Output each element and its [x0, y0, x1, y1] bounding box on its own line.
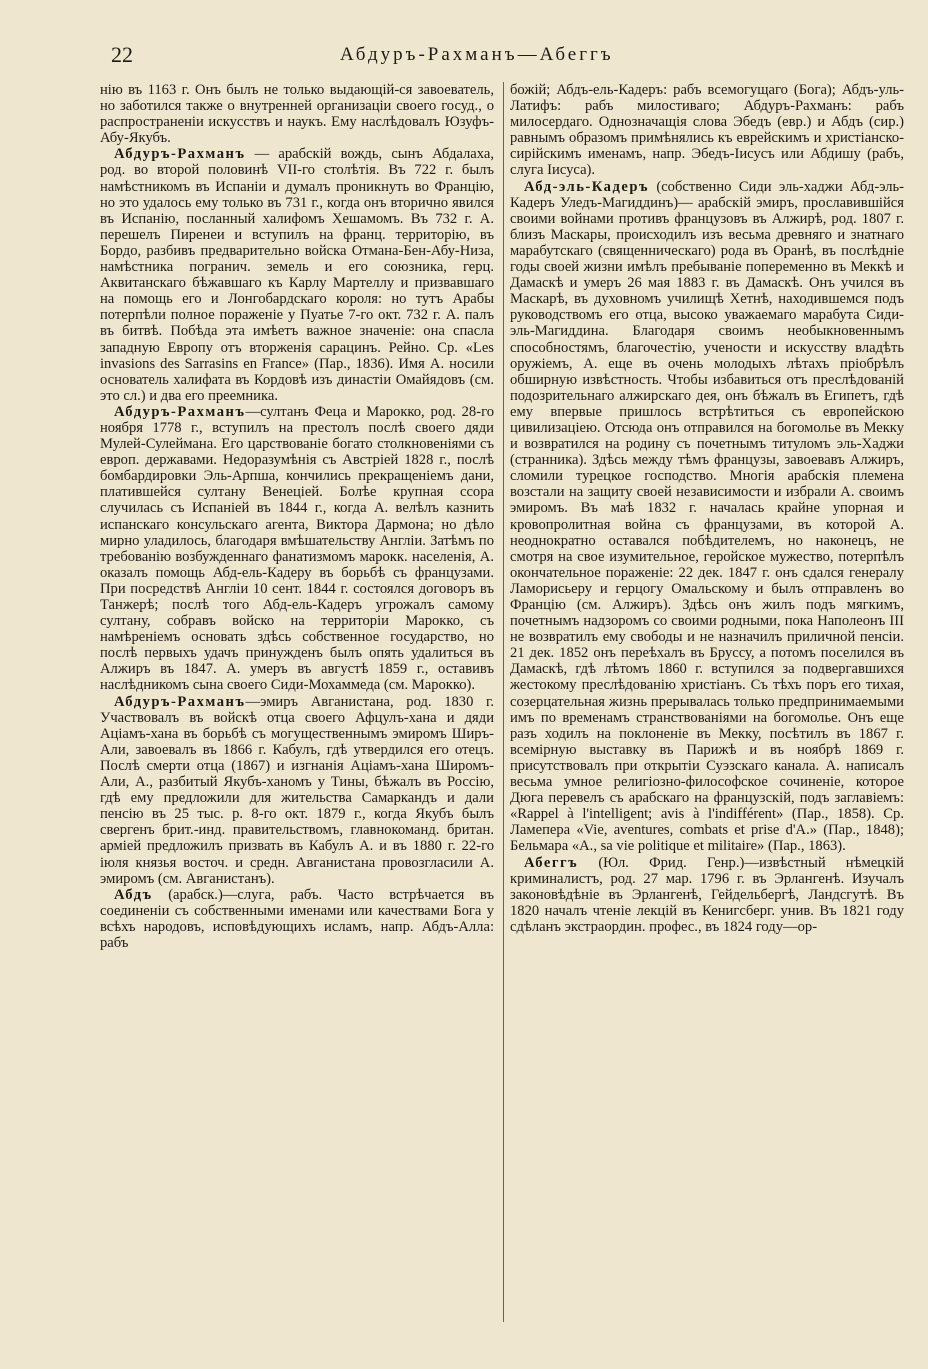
entry-headword: Абдуръ-Рахманъ	[114, 403, 246, 420]
right-column	[510, 82, 904, 935]
entry-abegg	[510, 855, 904, 935]
entry-text: (собственно Сиди эль-хаджи Абд-эль-Кадеръ Уледъ-Магиддинъ)— арабскій эмиръ, прославившійся своими войнами противъ французовъ въ Алжирѣ, род. 1807 г. близъ Маскары, происходилъ изъ весьма древняго и знатнаго марабутскаго (священническаго) рода въ Оранѣ, въ послѣдніе годы своей жизни имѣлъ пребываніе попеременно въ Меккѣ и Дамаскѣ и умеръ 26 мая 1883 г. въ Дамаскѣ. Онъ учился въ Маскарѣ, въ духовномъ училищѣ Хетнѣ, находившемся подъ руководствомъ его отца, высоко уважаемаго марабута Сиди-эль-Магиддина. Благодаря своимъ необыкновеннымъ способностямъ, благочестію, учености и искусству владѣть оружіемъ, А. еще въ очень молодыхъ лѣтахъ пріобрѣлъ обширную извѣстность. Чтобы избавиться отъ преслѣдованій подозрительнаго алжирскаго дея, онъ бѣжалъ въ Египетъ, гдѣ ему впервые пришлось встрѣтиться съ европейскою цивилизаціею. Отсюда онъ отправился на богомолье въ Мекку и возвратился на родину съ почетнымъ титуломъ эль-Хаджи (странника). Здѣсь между тѣмъ французы, завоевавъ Алжиръ, сломили турецкое господство. Многія арабскія племена возстали на защиту своей независимости и избрали А. своимъ эмиромъ. Въ маѣ 1832 г. началась крайне упорная и кровопролитная война съ французами, въ которой А. неоднократно оставался побѣдителемъ, но наконецъ, не смотря на свое изумительное, геройское мужество, потерпѣлъ окончательное пораженіе: 22 дек. 1847 г. онъ сдался генералу Ламорисьеру и герцогу Омальскому и былъ отправленъ во Францію (см. Алжиръ). Здѣсь онъ жилъ подъ мягкимъ, почетнымъ надзоромъ со своими родными, пока Наполеонъ III не возвратилъ ему свободы и не назначилъ приличной пенсіи. 21 дек. 1852 онъ переѣхалъ въ Бруссу, а потомъ поселился въ Дамаскѣ, гдѣ лѣтомъ 1860 г. вступился за подвергавшихся жестокому преслѣдованію христіанъ. Съ тѣхъ поръ его тихая, созерцательная жизнь прерывалась только предпринимаемыми имъ по временамъ странствованіями на богомолье. Онъ еще разъ ходилъ на поклоненіе въ Мекку, посѣтилъ въ 1867 г. всемірную выставку въ Парижѣ и въ ноябрѣ 1869 г. присутствовалъ при открытіи Суэзскаго канала. А. написалъ весьма умное религіозно-философское сочиненіе, которое Дюга перевелъ съ арабскаго на французскій, подъ заглавіемъ: «Rappel à l'intelligent; avis à l'indifférent» (Пар., 1858). Ср. Ламепера «Vie, aventures, combats et prise d'A.» (Пар., 1848); Бельмара «A., sa vie politique et militaire» (Пар., 1863).	[510, 178, 904, 855]
entry-text: — арабскій вождь, сынъ Абдалаха, род. во второй половинѣ VII-го столѣтія. Въ 722 г. былъ намѣстникомъ въ Испаніи и думалъ проникнуть во Францію, но это удалось ему только въ 731 г., когда онъ вторично явился въ Испанію, посланный халифомъ Хешамомъ. Въ 732 г. А. перешелъ Пиренеи и вступилъ на франц. территорію, въ Бордо, разбивъ предварительно войска Отмана-Бен-Абу-Низа, намѣстника погранич. земель и его союзника, герц. Аквитанскаго бѣжавшаго къ Карлу Мартеллу и призвавшаго на помощь его и Лонгобардскаго короля: но тутъ Арабы потерпѣли полное пораженіе у Пуатье 7-го окт. 732 г. А. палъ въ битвѣ. Побѣда эта имѣетъ важное значеніе: она спасла западную Европу отъ вторженія сарацинъ. Рейно. Ср. «Les invasions des Sarrasins en France» (Пар., 1836). Имя А. носили основатель халифата въ Кордовѣ изъ династіи Омайядовъ (см. это сл.) и два его преемника.	[100, 146, 494, 404]
entry-text: (арабск.)—слуга, рабъ. Часто встрѣчается въ соединеніи съ собственными именами или качествами Бога у всѣхъ народовъ, исповѣдующихъ исламъ, напр. Абдъ-Алла: рабъ	[100, 886, 494, 951]
entry-abdur-rahman-caliph	[100, 146, 494, 404]
continued-entry-text: божій; Абдъ-ель-Кадеръ: рабъ всемогущаго (Бога); Абдъ-уль-Латифъ: рабъ милостиваго; Абдуръ-Рахманъ: рабъ милосердаго. Однозначащія слова Эбедъ (евр.) и Абдъ (сир.) равнымъ образомъ примѣнялись къ еврейскимъ и христіанско-сирійскимъ именамъ, напр. Эбедъ-Іисусъ или Абдишу (рабъ, слуга Іисуса).	[510, 82, 904, 179]
entry-abdur-rahman-sultan	[100, 404, 494, 694]
entry-text: (Юл. Фрид. Генр.)—извѣстный нѣмецкій криминалистъ, род. 27 мар. 1796 г. въ Эрлангенѣ. Изучалъ законовѣдѣніе въ Эрлангенѣ, Гейдельбергѣ, Ландсгутѣ. Въ 1820 началъ чтеніе лекцій въ Кенигсберг. унив. Въ 1821 году сдѣланъ экстраордин. профес., въ 1824 году—ор-	[510, 854, 904, 935]
entry-text: —эмиръ Авганистана, род. 1830 г. Участвовалъ въ войскѣ отца своего Афцулъ-хана и дяди Аціамъ-хана въ борьбѣ съ могущественнымъ эмиромъ Ширъ-Али, завоевалъ въ 1866 г. Кабулъ, гдѣ утвердился его отецъ. Послѣ смерти отца (1867) и изгнанія Аціамъ-хана Широмъ-Али, А., разбитый Якубъ-ханомъ у Тины, бѣжалъ въ Россію, гдѣ ему предложили для жительства Самаркандъ и дали пенсію въ 25 тыс. р. 8-го окт. 1879 г., когда Якубъ былъ свергенъ брит.-инд. правительствомъ, главнокоманд. британ. арміей предложилъ призвать въ Кабулъ А. и въ 1880 г. 22-го іюля князья восточ. и средн. Авганистана провозгласили А. эмиромъ (см. Авганистанъ).	[100, 693, 494, 887]
continued-entry-text: нію въ 1163 г. Онъ былъ не только выдающій-ся завоеватель, но заботился также о внутренней организаціи своего госуд., о распространеніи искусствъ и наукъ. Ему наслѣдовалъ Юзуфъ-Абу-Якубъ.	[100, 82, 494, 147]
entry-abdur-rahman-emir	[100, 694, 494, 887]
entry-headword: Абд-эль-Кадеръ	[524, 178, 649, 195]
entry-abd-el-kader	[510, 179, 904, 855]
column-divider	[503, 82, 504, 1322]
entry-abd	[100, 887, 494, 951]
running-head: Абдуръ-Рахманъ—Абеггъ	[340, 44, 614, 65]
entry-headword: Абдъ	[114, 886, 153, 903]
entry-text: —султанъ Феца и Марокко, род. 28-го ноября 1778 г., вступилъ на престолъ послѣ своего дяди Мулей-Сулеймана. Его царствованіе богато столкновеніями съ европ. державами. Недоразумѣнія съ Австріей 1828 г., послѣ бомбардировки Эль-Арпша, кончились прекращеніемъ дани, платившейся султану Венеціей. Болѣе крупная ссора случилась съ Испаніей въ 1844 г., когда А. велѣлъ казнить испанскаго консульскаго агента, Виктора Дармона; но дѣло мирно уладилось, благодаря вмѣшательству Англіи. Затѣмъ по требованію возбужденнаго фанатизмомъ марокк. населенія, А. оказалъ помощь Абд-ель-Кадеру въ борьбѣ съ французами. При посредствѣ Англіи 10 сент. 1844 г. состоялся договоръ въ Танжерѣ; послѣ того Абд-ель-Кадеръ угрожалъ самому султану, собравъ войско на территоріи Марокко, съ намѣреніемъ основать здѣсь собственное государство, но послѣ первыхъ удачъ принужденъ былъ опять удалиться въ Алжиръ въ 1847. А. умеръ въ августѣ 1859 г., оставивъ наслѣдникомъ сына своего Сиди-Мохаммеда (см. Марокко).	[100, 403, 494, 694]
entry-headword: Абеггъ	[524, 854, 579, 871]
entry-headword: Абдуръ-Рахманъ	[114, 693, 246, 710]
page-number: 22	[111, 42, 133, 67]
entry-headword: Абдуръ-Рахманъ	[114, 146, 246, 163]
left-column	[100, 82, 494, 951]
